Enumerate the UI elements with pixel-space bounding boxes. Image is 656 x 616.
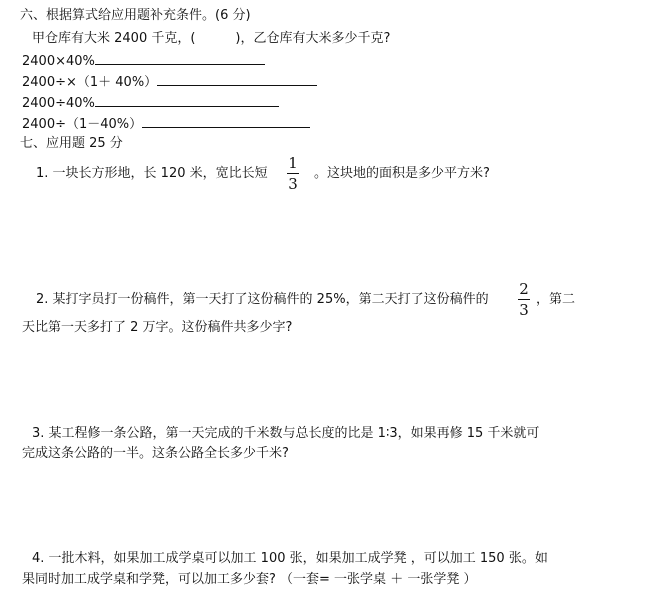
fraction-bar bbox=[518, 299, 530, 300]
question-2-text-after: ，第二 bbox=[536, 292, 576, 307]
section-6-prompt-after: )，乙仓库有大米多少千克? bbox=[235, 31, 391, 46]
formula-row-3 bbox=[22, 94, 279, 112]
question-4-line-1: 4. 一批木料，如果加工成学桌可以加工 100 张，如果加工成学凳 ，可以加工 150 张。如 bbox=[32, 551, 548, 566]
formula-row-2 bbox=[22, 73, 317, 91]
question-1-text-after: 。这块地的面积是多少平方米? bbox=[314, 166, 490, 181]
section-6-prompt bbox=[32, 31, 390, 47]
fraction-numerator: 1 bbox=[288, 154, 298, 172]
formula-row-4 bbox=[22, 115, 310, 133]
formula-text: 2400÷40% bbox=[22, 96, 95, 111]
question-2-line-2: 天比第一天多打了 2 万字。这份稿件共多少字? bbox=[22, 320, 293, 335]
question-3-line-2: 完成这条公路的一半。这条公路全长多少千米? bbox=[22, 446, 289, 461]
formula-text: 2400÷（1－40%） bbox=[22, 117, 143, 132]
answer-blank bbox=[95, 94, 279, 107]
question-3-line-1: 3. 某工程修一条公路，第一天完成的千米数与总长度的比是 1∶3，如果再修 15 千米就可 bbox=[32, 426, 540, 441]
formula-text: 2400÷×（1＋ 40%） bbox=[22, 75, 158, 90]
formula-text: 2400×40% bbox=[22, 54, 95, 69]
answer-blank bbox=[142, 115, 310, 128]
question-1-text-before: 1. 一块长方形地，长 120 米，宽比长短 bbox=[36, 166, 268, 181]
answer-blank bbox=[157, 73, 317, 86]
question-2-fraction bbox=[518, 280, 530, 319]
section-6-prompt-before: 甲仓库有大米 2400 千克，( bbox=[32, 31, 196, 46]
fraction-denominator: 3 bbox=[288, 175, 298, 193]
section-7-heading: 七、应用题 25 分 bbox=[20, 136, 123, 151]
section-6-heading: 六、根据算式给应用题补充条件。(6 分) bbox=[20, 8, 251, 23]
question-4-line-2: 果同时加工成学桌和学凳，可以加工多少套? （一套= 一张学桌 ＋ 一张学凳 ） bbox=[22, 572, 477, 587]
question-1-fraction bbox=[287, 154, 299, 193]
fraction-denominator: 3 bbox=[519, 301, 529, 319]
fraction-numerator: 2 bbox=[519, 280, 529, 298]
fraction-bar bbox=[287, 173, 299, 174]
question-2-text-before: 2. 某打字员打一份稿件，第一天打了这份稿件的 25%，第二天打了这份稿件的 bbox=[36, 292, 489, 307]
formula-row-1 bbox=[22, 52, 265, 70]
answer-blank bbox=[95, 52, 265, 65]
